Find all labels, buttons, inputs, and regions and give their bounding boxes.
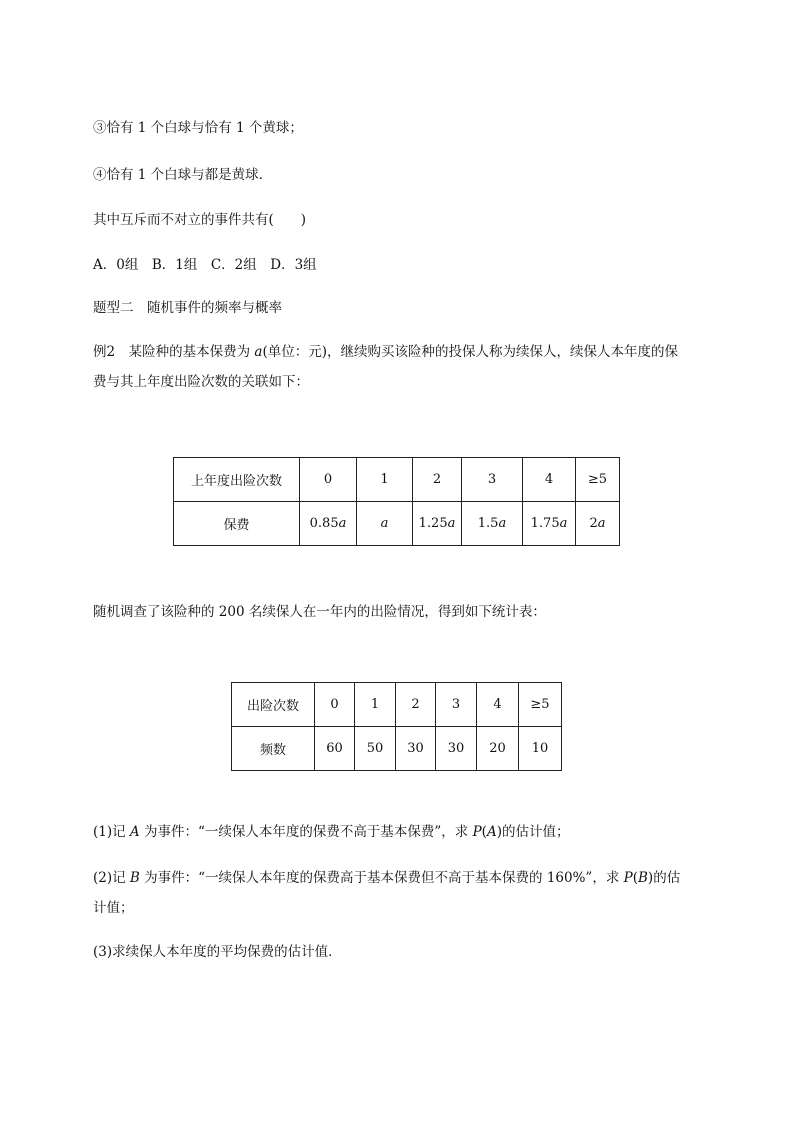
table-cell: a (357, 502, 413, 546)
table-row-label: 频数 (232, 727, 315, 771)
example-2-line-2: 费与其上年度出险次数的关联如下： (93, 374, 309, 390)
table-cell: 0.85a (300, 502, 357, 546)
table-header-cell: 4 (523, 458, 576, 502)
table-header-cell: 1 (355, 683, 396, 727)
question-1: (1)记 A 为事件：“一续保人本年度的保费不高于基本保费”，求 P(A)的估计值； (93, 824, 570, 840)
example-2-line-1 (93, 342, 678, 362)
variable-a: a (254, 344, 263, 360)
table-cell: 1.75a (523, 502, 576, 546)
table-header-cell: 3 (462, 458, 523, 502)
example-text-cont: (单位：元)，继续购买该险种的投保人称为续保人，续保人本年度的保 (262, 344, 678, 360)
example-text: 例2 某险种的基本保费为 (93, 344, 255, 360)
table-header-cell: 3 (436, 683, 477, 727)
table-header-cell: 4 (477, 683, 519, 727)
table-cell: 50 (355, 727, 396, 771)
option-3-line: ③恰有 1 个白球与恰有 1 个黄球； (93, 120, 303, 136)
table-cell: 30 (396, 727, 436, 771)
table-header-cell: 0 (315, 683, 355, 727)
table-cell: 60 (315, 727, 355, 771)
table-header-cell: 2 (396, 683, 436, 727)
table-cell: 30 (436, 727, 477, 771)
table-cell: 20 (477, 727, 519, 771)
option-4-line: ④恰有 1 个白球与都是黄球． (93, 167, 273, 183)
table-header-cell: 1 (357, 458, 413, 502)
question-2: (2)记 B 为事件：“一续保人本年度的保费高于基本保费但不高于基本保费的 160%”，求 P(B)的估 (93, 870, 681, 886)
table-cell: 1.25a (413, 502, 462, 546)
answer-choices: A．0组 B．1组 C．2组 D．3组 (93, 257, 317, 273)
table-row (174, 458, 620, 502)
table-header-cell: 上年度出险次数 (174, 458, 300, 502)
question-3: (3)求续保人本年度的平均保费的估计值． (93, 944, 342, 960)
table-header-cell: 出险次数 (232, 683, 315, 727)
table-row (174, 502, 620, 546)
table-cell: 1.5a (462, 502, 523, 546)
table-row-label: 保费 (174, 502, 300, 546)
table-header-cell: 2 (413, 458, 462, 502)
table-header-cell: ≥5 (519, 683, 562, 727)
table-cell: 10 (519, 727, 562, 771)
table-header-cell: 0 (300, 458, 357, 502)
premium-table (173, 457, 620, 546)
table-row (232, 683, 562, 727)
table-row (232, 727, 562, 771)
survey-intro: 随机调查了该险种的 200 名续保人在一年内的出险情况，得到如下统计表： (93, 604, 546, 620)
question-stem: 其中互斥而不对立的事件共有( ) (93, 212, 307, 228)
frequency-table (231, 682, 562, 771)
question-2-cont: 计值； (93, 900, 134, 916)
table-header-cell: ≥5 (576, 458, 620, 502)
table-cell: 2a (576, 502, 620, 546)
section-heading: 题型二 随机事件的频率与概率 (93, 300, 282, 316)
